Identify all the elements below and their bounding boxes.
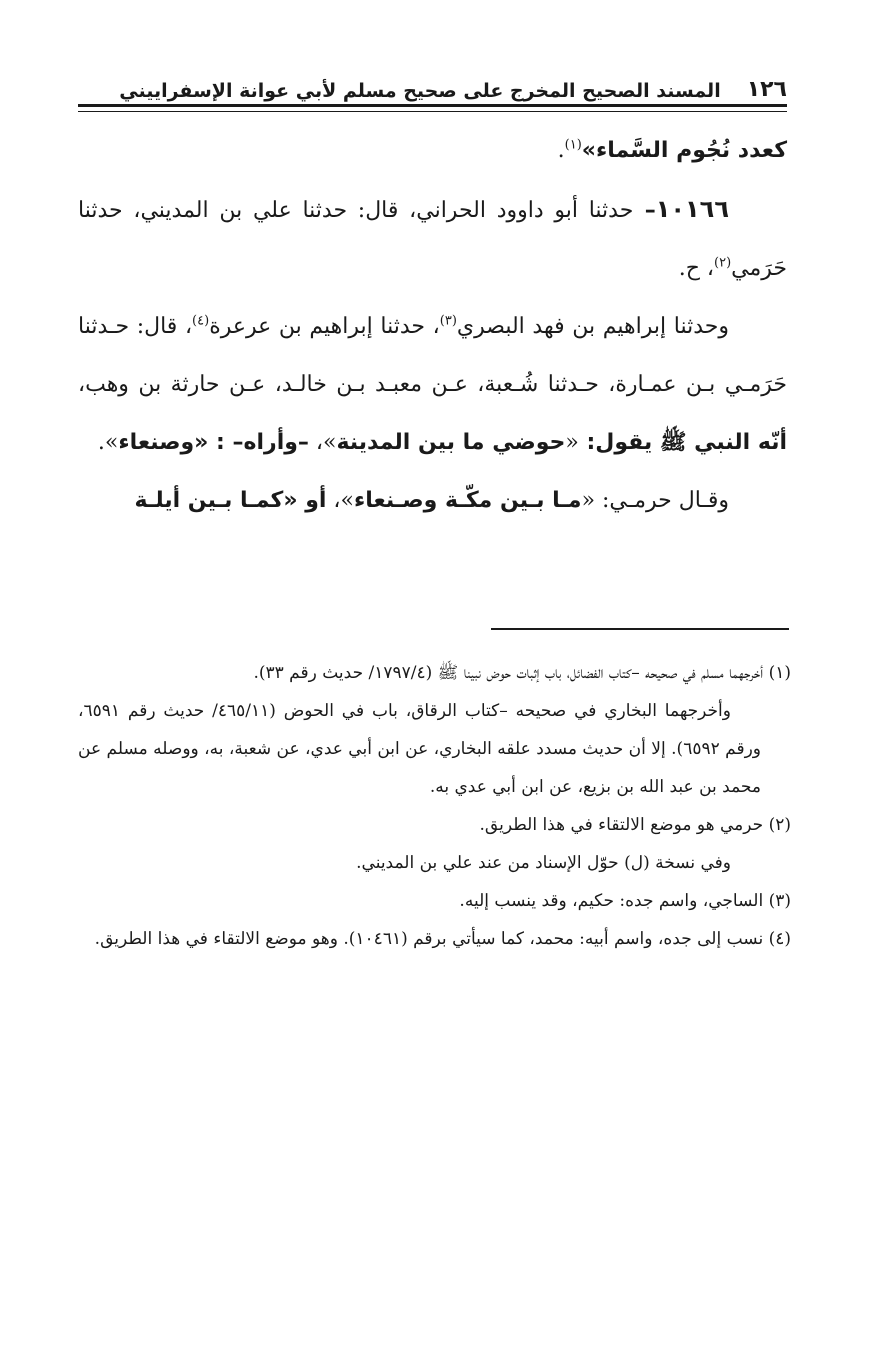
hadith-paragraph	[78, 180, 787, 298]
p4-bold-1: مـا بـين مكّـة وصـنعاء	[353, 488, 582, 513]
p3-text-c: ، قال: حـدثنا حَرَمـي بـن عمـارة، حـدثنا شُـعبة، عـن معبـد بـن خالـد، عـن حارثة بن وهب،	[78, 314, 787, 397]
footnote-2-continued: وفي نسخة (ل) حوّل الإسناد من عند علي بن المديني.	[356, 853, 731, 873]
footnote-4: (٤) نسب إلى جده، واسم أبيه: محمد، كما سيأتي برقم (١٠٤٦١). وهو موضع الالتقاء في هذا الطريق.	[94, 929, 791, 949]
footnote-ref-1: (١)	[564, 137, 582, 153]
p3-text-a: وحدثنا إبراهيم بن فهد البصري	[456, 314, 730, 339]
p4-text-b: »،	[326, 488, 354, 513]
page-number: ١٢٦	[746, 77, 787, 102]
hadith-number: ١٠١٦٦	[655, 195, 729, 223]
footnote-1: (١) أخرجهما مسلم في صحيحه –كتاب الفضائل، باب إثبات حوض نبينا ﷺ (١٧٩٧/٤/ حديث رقم ٣٣).	[253, 663, 791, 683]
p3-text-f: ».	[97, 430, 119, 455]
hadith-dash: –	[633, 198, 656, 223]
line1-text: كعدد نُجُوم السَّماء»	[581, 138, 787, 163]
p3-text-e: »،	[308, 430, 337, 455]
p4-text-a: وقـال حرمـي: «	[581, 488, 729, 513]
footnotes	[78, 654, 791, 958]
footnote-ref-3: (٣)	[439, 313, 457, 329]
p4-bold-2: أو «كمـا بـين أيلـة	[134, 488, 327, 513]
header-rule-thick	[78, 104, 787, 107]
header-rule-thin	[78, 111, 787, 112]
footnote-3: (٣) الساجي، واسم جده: حكيم، وقد ينسب إليه.	[459, 891, 791, 911]
footnote-2: (٢) حرمي هو موضع الالتقاء في هذا الطريق.	[479, 815, 791, 835]
p3-bold-1: أنّه النبي ﷺ يقول:	[578, 430, 787, 455]
footnote-ref-2: (٢)	[714, 255, 732, 271]
running-title: المسند الصحيح المخرج على صحيح مسلم لأبي عوانة الإسفراييني	[119, 80, 721, 102]
p3-text-b: ، حدثنا إبراهيم بن عرعرة	[209, 314, 440, 339]
main-text	[78, 122, 787, 530]
p2-text-a: حدثنا أبو داوود الحراني، قال: حدثنا علي بن المديني، حدثنا حَرَمي	[78, 198, 787, 281]
p2-text-b: ، ح.	[678, 256, 714, 281]
p3-bold-2: حوضي ما بين المدينة	[336, 430, 566, 455]
isnad-paragraph	[78, 298, 787, 472]
line1-tail: .	[557, 138, 565, 163]
p3-bold-3: –وأراه– : «وصنعاء	[118, 430, 309, 455]
haramy-paragraph	[78, 472, 787, 530]
footnote-separator	[491, 628, 789, 630]
page-header	[78, 68, 787, 102]
main-line-1	[78, 122, 787, 180]
footnote-ref-4: (٤)	[192, 313, 210, 329]
p3-text-d: «	[565, 430, 579, 455]
footnote-1-continued: وأخرجهما البخاري في صحيحه –كتاب الرقاق، باب في الحوض (٤٦٥/١١/ حديث رقم ٦٥٩١، ورقم ٦٥٩٢). إلا أن حديث مسدد علقه البخاري، عن ابن أبي عدي، عن شعبة، به، ووصله مسلم عن محمد بن عبد الله بن بزيع، عن ابن أبي عدي به.	[78, 701, 762, 797]
